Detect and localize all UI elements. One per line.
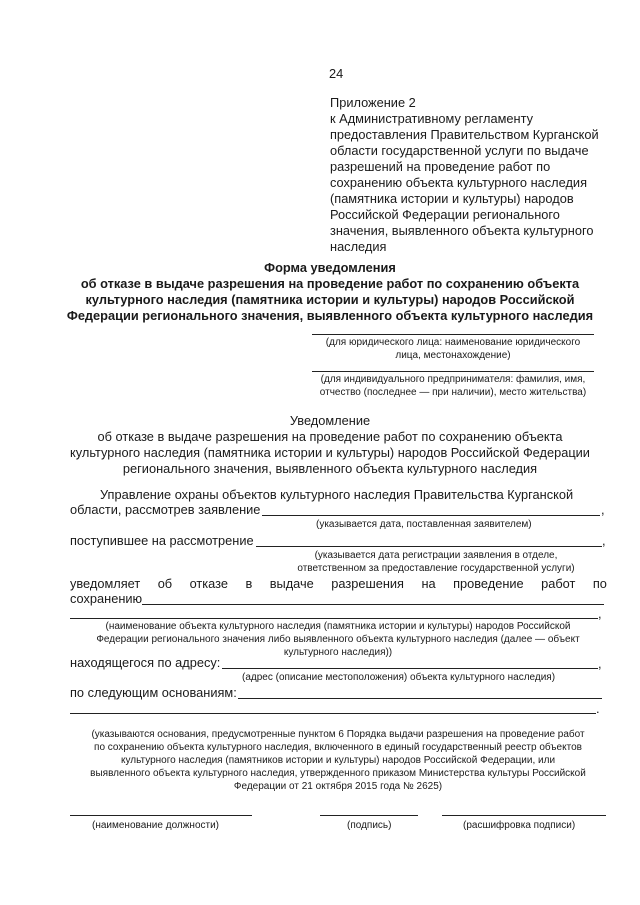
- application-date-field[interactable]: [262, 515, 600, 516]
- individual-hint: (для индивидуального предпринимателя: фамилия, имя, отчество (последнее — при наличии), место жительства): [319, 374, 587, 398]
- form-title: [60, 260, 600, 324]
- appendix-line: наследия: [330, 239, 387, 254]
- period: .: [596, 701, 600, 716]
- appendix-line: (памятника истории и культуры) народов: [330, 191, 574, 206]
- form-title-line: культурного наследия (памятника истории и культуры) народов Российской: [85, 292, 575, 307]
- notice-line: культурного наследия (памятника истории и культуры) народов Российской Федерации: [70, 445, 590, 460]
- legal-entity-field-line[interactable]: [312, 334, 594, 335]
- appendix-line: сохранению объекта культурного наследия: [330, 175, 588, 190]
- appendix-line: области государственной услуги по выдаче: [330, 143, 589, 158]
- comma: ,: [602, 533, 606, 548]
- signature-decoding-label: (расшифровка подписи): [463, 820, 576, 831]
- signature-decoding-field[interactable]: [442, 815, 606, 816]
- grounds-label: по следующим основаниям:: [70, 685, 237, 700]
- grounds-field[interactable]: [238, 698, 602, 699]
- appendix-title: Приложение 2: [330, 95, 416, 110]
- appendix-line: Российской Федерации регионального: [330, 207, 560, 222]
- registration-date-hint: (указывается дата регистрации заявления в отделе, ответственном за предоставление государственной услуги): [297, 550, 575, 574]
- grounds-field-2[interactable]: [70, 713, 596, 714]
- notice-line: регионального значения, выявленного объекта культурного наследия: [122, 461, 538, 476]
- appendix-line: к Административному регламенту: [330, 111, 534, 126]
- comma: ,: [601, 502, 605, 517]
- appendix-line: предоставления Правительством Курганской: [330, 127, 599, 142]
- grounds-hint: (указываются основания, предусмотренные пунктом 6 Порядка выдачи разрешения на проведение работ по сохранению объекта культурного наследия, включенного в единый государственный реестр объектов культурного наследия (памятников истории и культуры) народов Российской Федерации, или выявленного объекта культурного наследия, утвержденного приказом Министерства культуры Российской Федерации от 21 октября 2015 года № 2625): [90, 729, 586, 792]
- form-title-line: Федерации регионального значения, выявленного объекта культурного наследия: [66, 308, 594, 323]
- appendix-line: значения, выявленного объекта культурного: [330, 223, 594, 238]
- comma: ,: [598, 656, 602, 671]
- notifies-refusal-line: уведомляет об отказе в выдаче разрешения на проведение работ по: [70, 576, 607, 591]
- individual-field-line[interactable]: [312, 371, 594, 372]
- registration-date-field[interactable]: [256, 546, 602, 547]
- application-date-hint: (указывается дата, поставленная заявителем): [316, 519, 532, 530]
- legal-entity-hint: (для юридического лица: наименование юридического лица, местонахождение): [325, 337, 581, 361]
- form-title-line: Форма уведомления: [264, 260, 396, 275]
- comma: ,: [598, 606, 602, 621]
- notice-line: об отказе в выдаче разрешения на проведение работ по сохранению объекта: [97, 429, 563, 444]
- page-number: 24: [329, 66, 344, 81]
- object-name-field[interactable]: [142, 604, 604, 605]
- received-label: поступившее на рассмотрение: [70, 533, 254, 548]
- position-field[interactable]: [70, 815, 252, 816]
- form-title-line: об отказе в выдаче разрешения на проведение работ по сохранению объекта: [80, 276, 580, 291]
- notice-heading: [60, 413, 600, 477]
- object-name-hint: (наименование объекта культурного наследия (памятника истории и культуры) народов Российской Федерации регионального значения либо выявленного объекта культурного наследия (далее — объект культурного наследия)): [96, 621, 580, 658]
- preservation-label: сохранению: [70, 591, 143, 606]
- address-hint: (адрес (описание местоположения) объекта культурного наследия): [242, 672, 556, 683]
- appendix-line: разрешений на проведение работ по: [330, 159, 551, 174]
- body-paragraph-intro: Управление охраны объектов культурного наследия Правительства Курганской: [100, 487, 574, 502]
- notice-title: Уведомление: [289, 413, 371, 428]
- body-considered-label: области, рассмотрев заявление: [70, 502, 261, 517]
- appendix-block: [330, 95, 630, 255]
- signature-label: (подпись): [347, 820, 392, 831]
- address-field[interactable]: [222, 668, 598, 669]
- object-name-field-2[interactable]: [70, 618, 598, 619]
- position-label: (наименование должности): [92, 820, 220, 831]
- signature-field[interactable]: [320, 815, 418, 816]
- address-label: находящегося по адресу:: [70, 655, 221, 670]
